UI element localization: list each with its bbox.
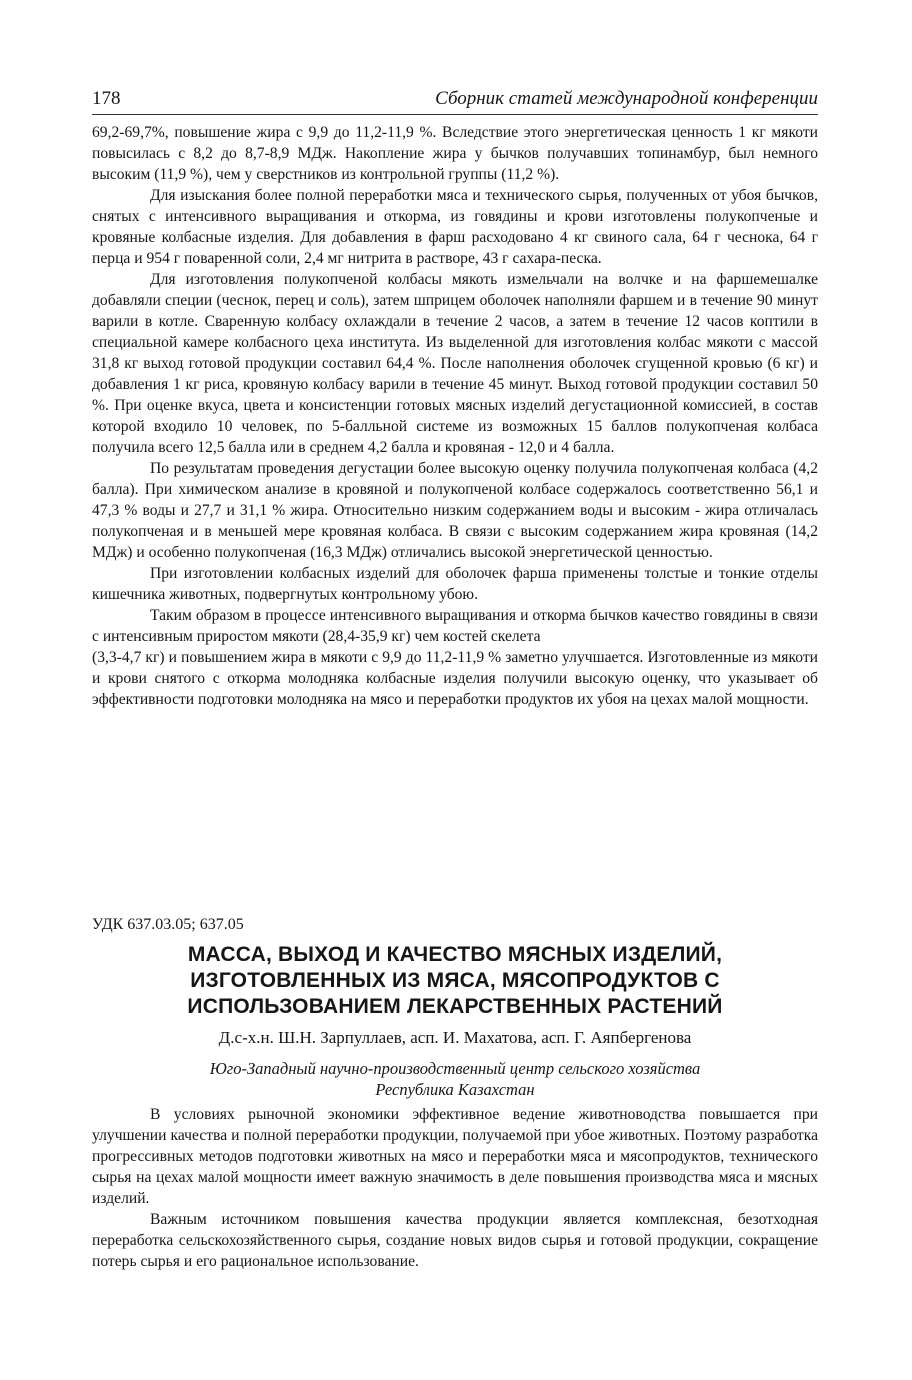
paragraph: По результатам проведения дегустации более высокую оценку получила полукопченая колбаса (4,2 балла). При химическом анализе в кровяной и полукопченой колбасе содержалось соответственно 56,1 и 47,3 % воды и 27,7 и 31,1 % жира. Относительно низким содержанием воды и высоким - жира отличалась полукопченая и в меньшей мере кровяная колбаса. В связи с высоким содержанием жира кровяная (14,2 МДж) и особенно полукопченая (16,3 МДж) отличались высокой энергетической ценностью. — [92, 460, 818, 561]
title-line: ИЗГОТОВЛЕННЫХ ИЗ МЯСА, МЯСОПРОДУКТОВ С — [190, 969, 720, 992]
affiliation-line: Юго-Западный научно-производственный центр сельского хозяйства — [209, 1059, 701, 1078]
article-affiliation — [92, 1058, 818, 1100]
paragraph: В условиях рыночной экономики эффективное ведение животноводства повышается при улучшении качества и полной переработки продукции, получаемой при убое животных. Поэтому разработка прогрессивных методов подготовки животных на мясо и переработки мяса и мясопродуктов, технического сырья на цехах малой мощности имеет важную значимость в деле повышения производства мяса и мясных изделий. — [92, 1106, 818, 1207]
paragraph: Для изготовления полукопченой колбасы мякоть измельчали на волчке и на фаршемешалке добавляли специи (чеснок, перец и соль), затем шприцем оболочек наполняли фаршем и в течение 90 минут варили в котле. Сваренную колбасу охлаждали в течение 2 часов, а затем в течение 12 часов коптили в специальной камере колбасного цеха института. Из выделенной для изготовления колбас мякоти с массой 31,8 кг выход готовой продукции составил 64,4 %. После наполнения оболочек сгущенной кровью (6 кг) и добавления 1 кг риса, кровяную колбасу варили в течение 45 минут. Выход готовой продукции составил 50 %. При оценке вкуса, цвета и консистенции готовых мясных изделий дегустационной комиссией, в состав которой входило 10 человек, по 5-балльной системе из возможных 15 баллов полукопченая колбаса получила всего 12,5 балла или в среднем 4,2 балла и кровяная - 12,0 и 4 балла. — [92, 271, 818, 456]
journal-title: Сборник статей международной конференции — [435, 88, 818, 109]
previous-article-text — [92, 122, 818, 710]
paragraph: 69,2-69,7%, повышение жира с 9,9 до 11,2-11,9 %. Вследствие этого энергетическая ценность 1 кг мякоти повысилась с 8,2 до 8,7-8,9 МДж. Накопление жира у бычков получавших топинамбур, был немного высоким (11,9 %), чем у сверстников из контрольной группы (11,2 %). — [92, 124, 818, 183]
article-body — [92, 1104, 818, 1272]
paragraph: При изготовлении колбасных изделий для оболочек фарша применены толстые и тонкие отделы кишечника животных, подвергнутых контрольному убою. — [92, 565, 818, 603]
paragraph: Для изыскания более полной переработки мяса и технического сырья, полученных от убоя бычков, снятых с интенсивного выращивания и откорма, из говядины и крови изготовлены полукопченые и кровяные колбасные изделия. Для добавления в фарш расходовано 4 кг свиного сала, 64 г чеснока, 64 г перца и 954 г поваренной соли, 2,4 мг нитрита в растворе, 43 г сахара-песка. — [92, 187, 818, 267]
udk-code: УДК 637.03.05; 637.05 — [92, 916, 244, 933]
paragraph: Таким образом в процессе интенсивного выращивания и откорма бычков качество говядины в связи с интенсивным приростом мякоти (28,4-35,9 кг) чем костей скелета — [92, 607, 818, 645]
title-line: ИСПОЛЬЗОВАНИЕМ ЛЕКАРСТВЕННЫХ РАСТЕНИЙ — [187, 995, 723, 1018]
article-title — [92, 942, 818, 1020]
header-rule — [92, 114, 818, 115]
paragraph: (3,3-4,7 кг) и повышением жира в мякоти с 9,9 до 11,2-11,9 % заметно улучшается. Изготовленные из мякоти и крови снятого с откорма молодняка колбасные изделия получили высокую оценку, что указывает об эффективности подготовки молодняка на мясо и переработки продуктов их убоя на цехах малой мощности. — [92, 649, 818, 708]
paragraph: Важным источником повышения качества продукции является комплексная, безотходная переработка сельскохозяйственного сырья, создание новых видов сырья и готовой продукции, сокращение потерь сырья и его рациональное использование. — [92, 1211, 818, 1270]
article-authors: Д.с-х.н. Ш.Н. Зарпуллаев, асп. И. Махатова, асп. Г. Аяпбергенова — [218, 1028, 692, 1047]
running-header — [92, 88, 818, 110]
affiliation-line: Республика Казахстан — [375, 1080, 535, 1099]
page-number: 178 — [92, 88, 121, 109]
title-line: МАССА, ВЫХОД И КАЧЕСТВО МЯСНЫХ ИЗДЕЛИЙ, — [187, 943, 723, 966]
